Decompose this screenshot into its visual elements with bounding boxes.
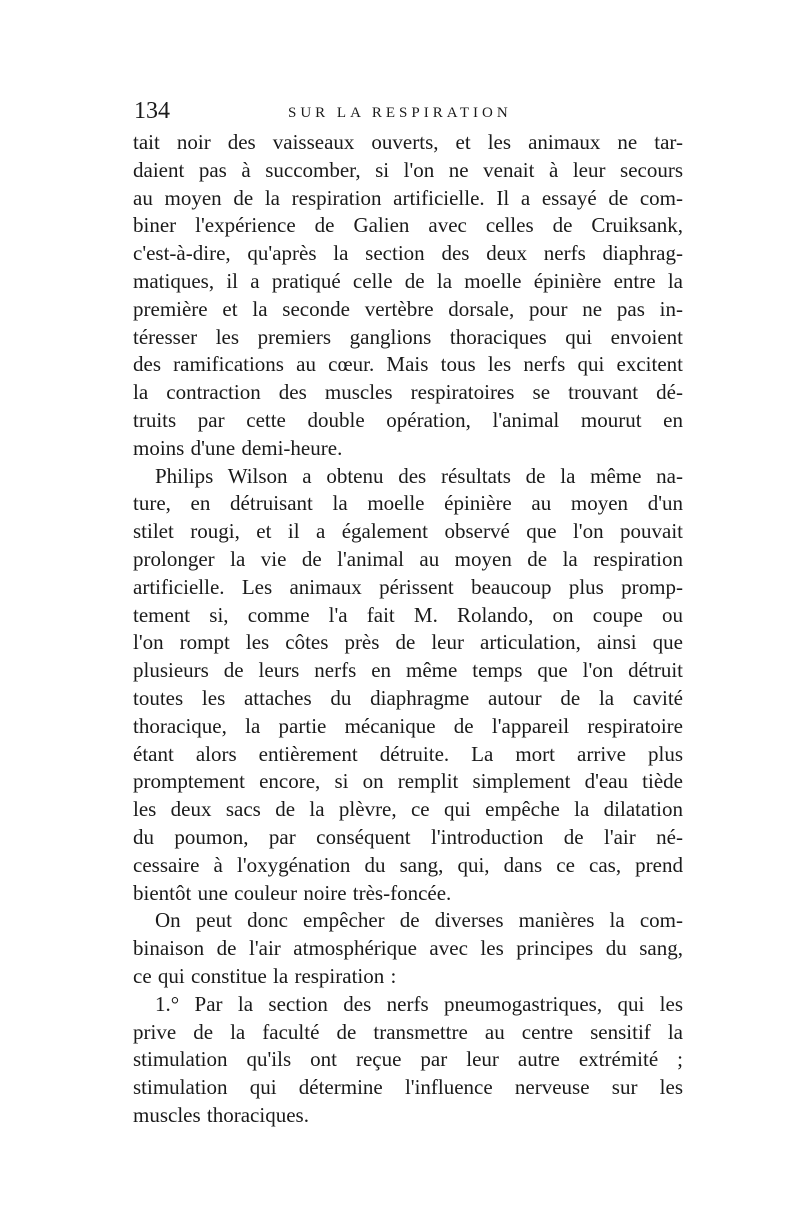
text-line: du poumon, par conséquent l'introduction de l'air né- [133, 824, 683, 849]
text-line: tement si, comme l'a fait M. Rolando, on coupe ou [133, 602, 683, 627]
text-line: plusieurs de leurs nerfs en même temps que l'on détruit [133, 658, 683, 683]
text-line: daient pas à succomber, si l'on ne venait à leur secours [133, 157, 683, 182]
text-line: ce qui constitue la respiration : [133, 963, 397, 988]
text-line: cessaire à l'oxygénation du sang, qui, dans ce cas, prend [133, 852, 683, 877]
text-line: étant alors entièrement détruite. La mort arrive plus [133, 741, 683, 766]
text-line: 1.° Par la section des nerfs pneumogastriques, qui les [155, 991, 683, 1016]
running-title: SUR LA RESPIRATION [288, 105, 512, 121]
text-line: ture, en détruisant la moelle épinière au moyen d'un [133, 491, 683, 516]
text-line: au moyen de la respiration artificielle. Il a essayé de com- [133, 185, 683, 210]
text-line: binaison de l'air atmosphérique avec les principes du sang, [133, 936, 683, 961]
body-text [133, 129, 683, 1130]
text-line: la contraction des muscles respiratoires se trouvant dé- [133, 380, 683, 405]
running-head [134, 96, 680, 126]
text-line: thoracique, la partie mécanique de l'appareil respiratoire [133, 713, 683, 738]
text-line: Philips Wilson a obtenu des résultats de la même na- [155, 463, 683, 488]
paragraph-3 [133, 907, 683, 990]
text-line: truits par cette double opération, l'animal mourut en [133, 407, 683, 432]
text-line: muscles thoraciques. [133, 1102, 309, 1127]
text-line: des ramifications au cœur. Mais tous les nerfs qui excitent [133, 352, 683, 377]
text-line: stimulation qu'ils ont reçue par leur autre extrémité ; [133, 1047, 683, 1072]
text-line: tait noir des vaisseaux ouverts, et les animaux ne tar- [133, 130, 683, 154]
text-line: matiques, il a pratiqué celle de la moelle épinière entre la [133, 268, 683, 293]
paragraph-2 [133, 463, 683, 908]
page-number: 134 [134, 98, 170, 124]
text-line: prive de la faculté de transmettre au centre sensitif la [133, 1019, 683, 1044]
text-line: prolonger la vie de l'animal au moyen de la respiration [133, 546, 683, 571]
text-line: première et la seconde vertèbre dorsale, pour ne pas in- [133, 296, 683, 321]
paragraph-1 [133, 129, 683, 463]
text-line: les deux sacs de la plèvre, ce qui empêche la dilatation [133, 797, 683, 822]
text-line: c'est-à-dire, qu'après la section des deux nerfs diaphrag- [133, 241, 683, 266]
text-line: stilet rougi, et il a également observé que l'on pouvait [133, 519, 683, 544]
text-line: artificielle. Les animaux périssent beaucoup plus promp- [133, 574, 683, 599]
text-line: l'on rompt les côtes près de leur articulation, ainsi que [133, 630, 683, 655]
text-line: promptement encore, si on remplit simplement d'eau tiède [133, 769, 683, 794]
text-line: toutes les attaches du diaphragme autour de la cavité [133, 685, 683, 710]
text-line: bientôt une couleur noire très-foncée. [133, 880, 452, 905]
text-line: biner l'expérience de Galien avec celles de Cruiksank, [133, 213, 683, 238]
text-line: stimulation qui détermine l'influence nerveuse sur les [133, 1075, 683, 1100]
text-line: On peut donc empêcher de diverses manières la com- [155, 908, 683, 933]
text-line: téresser les premiers ganglions thoraciques qui envoient [133, 324, 683, 349]
paragraph-4 [133, 991, 683, 1130]
text-line: moins d'une demi-heure. [133, 435, 343, 460]
